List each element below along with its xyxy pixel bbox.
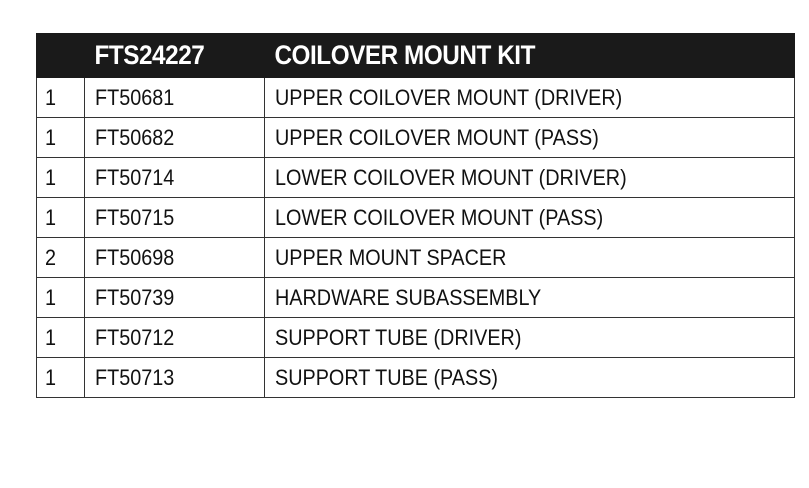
description-cell <box>265 118 795 158</box>
header-qty-cell <box>37 34 80 78</box>
qty-cell <box>37 358 85 398</box>
part-number-cell <box>85 238 265 278</box>
qty-value: 1 <box>45 84 57 110</box>
part-description: LOWER COILOVER MOUNT (DRIVER) <box>275 164 627 190</box>
qty-value: 1 <box>45 284 57 310</box>
qty-value: 1 <box>45 324 57 350</box>
part-number-cell <box>85 78 265 118</box>
description-cell <box>265 318 795 358</box>
part-number: FT50682 <box>95 124 175 150</box>
part-number: FT50712 <box>95 324 175 350</box>
qty-value: 2 <box>45 244 57 270</box>
description-cell <box>265 238 795 278</box>
part-number-cell <box>85 158 265 198</box>
table-row <box>37 158 795 198</box>
part-description: UPPER COILOVER MOUNT (DRIVER) <box>275 84 623 110</box>
qty-cell <box>37 158 85 198</box>
part-description: UPPER MOUNT SPACER <box>275 244 507 270</box>
parts-list-table <box>36 33 795 398</box>
table-row <box>37 118 795 158</box>
qty-cell <box>37 278 85 318</box>
part-description: LOWER COILOVER MOUNT (PASS) <box>275 204 604 230</box>
kit-name: COILOVER MOUNT KIT <box>265 34 742 78</box>
description-cell <box>265 358 795 398</box>
part-number: FT50713 <box>95 364 175 390</box>
qty-cell <box>37 198 85 238</box>
description-cell <box>265 198 795 238</box>
part-number: FT50698 <box>95 244 175 270</box>
part-number-cell <box>85 118 265 158</box>
part-description: HARDWARE SUBASSEMBLY <box>275 284 542 310</box>
table-header-row <box>37 34 795 78</box>
part-number: FT50714 <box>95 164 175 190</box>
description-cell <box>265 78 795 118</box>
part-number-cell <box>85 198 265 238</box>
part-description: SUPPORT TUBE (DRIVER) <box>275 324 522 350</box>
qty-cell <box>37 118 85 158</box>
qty-cell <box>37 318 85 358</box>
qty-value: 1 <box>45 204 57 230</box>
part-number: FT50739 <box>95 284 175 310</box>
description-cell <box>265 158 795 198</box>
kit-number: FTS24227 <box>85 34 247 78</box>
qty-value: 1 <box>45 364 57 390</box>
table-row <box>37 358 795 398</box>
part-number: FT50681 <box>95 84 175 110</box>
part-number-cell <box>85 318 265 358</box>
part-description: SUPPORT TUBE (PASS) <box>275 364 499 390</box>
table-row <box>37 198 795 238</box>
table-row <box>37 238 795 278</box>
qty-value: 1 <box>45 124 57 150</box>
qty-value: 1 <box>45 164 57 190</box>
part-number-cell <box>85 278 265 318</box>
description-cell <box>265 278 795 318</box>
part-description: UPPER COILOVER MOUNT (PASS) <box>275 124 599 150</box>
qty-cell <box>37 78 85 118</box>
table-row <box>37 278 795 318</box>
table-row <box>37 78 795 118</box>
part-number: FT50715 <box>95 204 175 230</box>
part-number-cell <box>85 358 265 398</box>
qty-cell <box>37 238 85 278</box>
table-row <box>37 318 795 358</box>
